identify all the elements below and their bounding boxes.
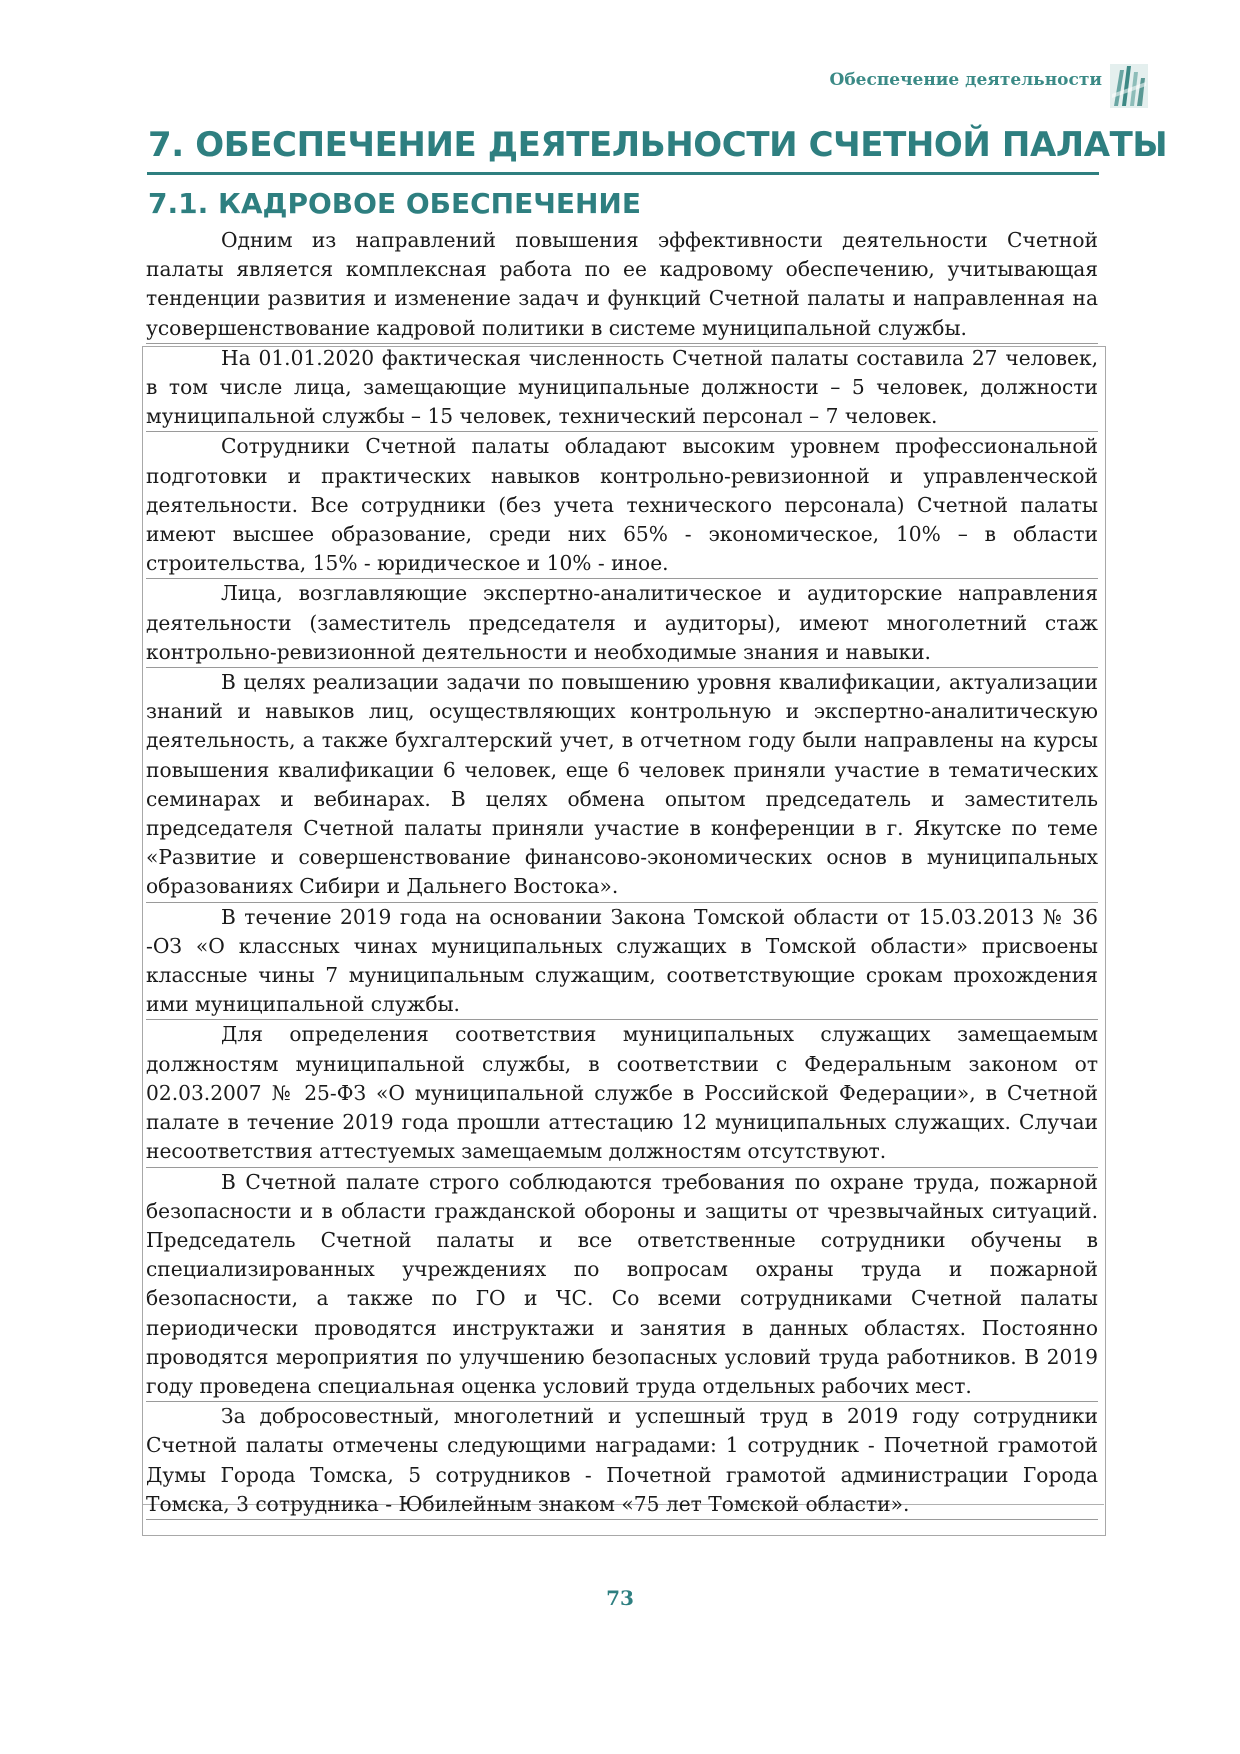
paragraph-headcount: На 01.01.2020 фактическая численность Счетной палаты составила 27 человек, в том числе лица, замещающие муниципальные должности – 5 человек, должности муниципальной службы – 15 человек, технический персонал – 7 человек. (146, 344, 1098, 433)
section-title: 7.1. КАДРОВОЕ ОБЕСПЕЧЕНИЕ (148, 187, 641, 220)
paragraph-qualification: Сотрудники Счетной палаты обладают высоким уровнем профессиональной подготовки и практических навыков контрольно-ревизионной и управленческой деятельности. Все сотрудники (без учета технического персонала) Счетной палаты имеют высшее образование, среди них 65% - экономическое, 10% – в области строительства, 15% - юридическое и 10% - иное. (146, 432, 1098, 579)
paragraph-labor-safety: В Счетной палате строго соблюдаются требования по охране труда, пожарной безопасности и в области гражданской обороны и защиты от чрезвычайных ситуаций. Председатель Счетной палаты и все ответственные сотрудники обучены в специализированных учреждениях по вопросам охраны труда и пожарной безопасности, а также по ГО и ЧС. Со всеми сотрудниками Счетной палаты периодически проводятся инструктажи и занятия в данных областях. Постоянно проводятся мероприятия по улучшению безопасных условий труда работников. В 2019 году проведена специальная оценка условий труда отдельных рабочих мест. (146, 1168, 1098, 1403)
page-number: 73 (606, 1586, 634, 1610)
building-logo-icon (1110, 64, 1148, 108)
paragraph-awards: За добросовестный, многолетний и успешный труд в 2019 году сотрудники Счетной палаты отмечены следующими наградами: 1 сотрудник - Почетной грамотой Думы Города Томска, 5 сотрудников - Почетной грамотой администрации Города Томска, 3 сотрудника - Юбилейным знаком «75 лет Томской области». (146, 1402, 1098, 1520)
chapter-title-underline (147, 172, 1099, 175)
paragraph-attestation: Для определения соответствия муниципальных служащих замещаемым должностям муниципальной службы, в соответствии с Федеральным законом от 02.03.2007 № 25-ФЗ «О муниципальной службе в Российской Федерации», в Счетной палате в течение 2019 года прошли аттестацию 12 муниципальных служащих. Случаи несоответствия аттестуемых замещаемым должностям отсутствуют. (146, 1020, 1098, 1167)
paragraph-leadership: Лица, возглавляющие экспертно-аналитическое и аудиторские направления деятельности (заместитель председателя и аудиторы), имеют многолетний стаж контрольно-ревизионной деятельности и необходимые знания и навыки. (146, 579, 1098, 668)
running-header: Обеспечение деятельности (829, 70, 1102, 90)
chapter-title: 7. ОБЕСПЕЧЕНИЕ ДЕЯТЕЛЬНОСТИ СЧЕТНОЙ ПАЛАТЫ (148, 125, 1168, 165)
paragraph-staffing-intro: Одним из направлений повышения эффективности деятельности Счетной палаты является комплексная работа по ее кадровому обеспечению, учитывающая тенденции развития и изменение задач и функций Счетной палаты и направленная на усовершенствование кадровой политики в системе муниципальной службы. (146, 226, 1098, 344)
body-text (146, 226, 1098, 1520)
paragraph-training: В целях реализации задачи по повышению уровня квалификации, актуализации знаний и навыков лиц, осуществляющих контрольную и экспертно-аналитическую деятельность, а также бухгалтерский учет, в отчетном году были направлены на курсы повышения квалификации 6 человек, еще 6 человек приняли участие в тематических семинарах и вебинарах. В целях обмена опытом председатель и заместитель председателя Счетной палаты приняли участие в конференции в г. Якутске по теме «Развитие и совершенствование финансово-экономических основ в муниципальных образованиях Сибири и Дальнего Востока». (146, 668, 1098, 903)
paragraph-class-ranks: В течение 2019 года на основании Закона Томской области от 15.03.2013 № 36 -ОЗ «О классных чинах муниципальных служащих в Томской области» присвоены классные чины 7 муниципальным служащим, соответствующие срокам прохождения ими муниципальной службы. (146, 903, 1098, 1021)
